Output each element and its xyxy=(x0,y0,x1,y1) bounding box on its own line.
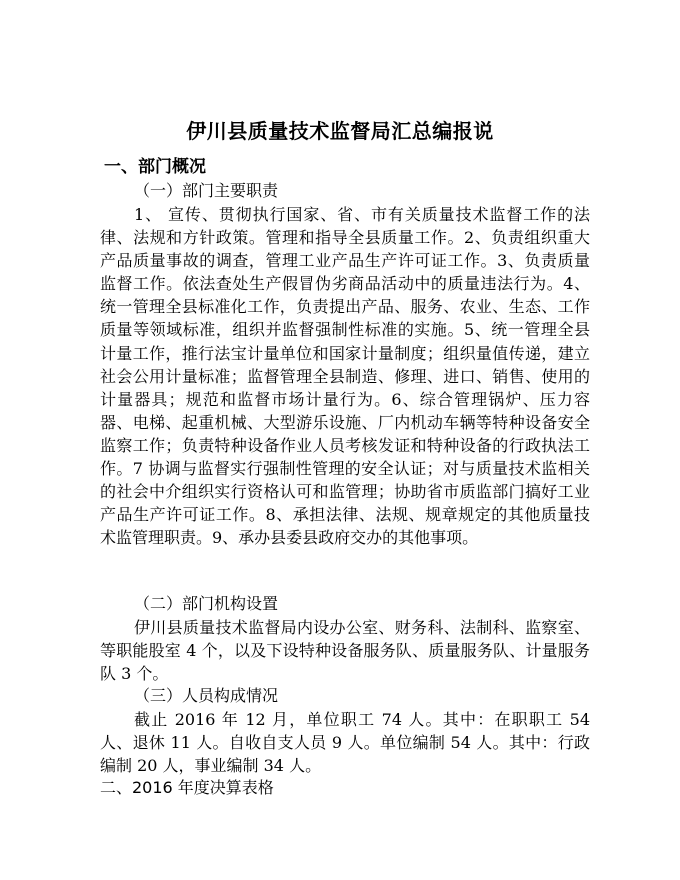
structure-paragraph: 伊川县质量技术监督局内设办公室、财务科、法制科、监察室、等职能股室 4 个，以及下设特种设备服务队、质量服务队、计量服务队 3 个。 xyxy=(100,618,590,684)
section-heading-overview: 一、部门概况 xyxy=(104,157,206,177)
document-title: 伊川县质量技术监督局汇总编报说 xyxy=(186,119,494,143)
subsection-heading-structure: （二）部门机构设置 xyxy=(134,594,279,613)
staff-paragraph: 截止 2016 年 12 月，单位职工 74 人。其中：在职职工 54 人、退休 11 人。自收自支人员 9 人。单位编制 54 人。其中：行政编制 20 人，事业编制 34 人。 xyxy=(100,710,590,776)
section-heading-final-accounts: 二、2016 年度决算表格 xyxy=(100,778,274,797)
duties-paragraph: 1、 宣传、贯彻执行国家、省、市有关质量技术监督工作的法律、法规和方针政策。管理和指导全县质量工作。2、负责组织重大产品质量事故的调查，管理工业产品生产许可证工作。3、负责质量监督工作。依法查处生产假冒伪劣商品活动中的质量违法行为。4、统一管理全县标准化工作，负责提出产品、服务、农业、生态、工作质量等领域标准，组织并监督强制性标准的实施。5、统一管理全县计量工作，推行法宝计量单位和国家计量制度；组织量值传递，建立社会公用计量标准；监督管理全县制造、修理、进口、销售、使用的计量器具；规范和监督市场计量行为。6、综合管理锅炉、压力容器、电梯、起重机械、大型游乐设施、厂内机动车辆等特种设备安全监察工作；负责特种设备作业人员考核发证和特种设备的行政执法工作。7 协调与监督实行强制性管理的安全认证；对与质量技术监相关的社会中介组织实行资格认可和监管理；协助省市质监部门搞好工业产品生产许可证工作。8、承担法律、法规、规章规定的其他质量技术监管理职责。9、承办县委县政府交办的其他事项。 xyxy=(100,205,590,548)
subsection-heading-duties: （一）部门主要职责 xyxy=(134,181,279,200)
subsection-heading-staff: （三）人员构成情况 xyxy=(134,686,279,705)
